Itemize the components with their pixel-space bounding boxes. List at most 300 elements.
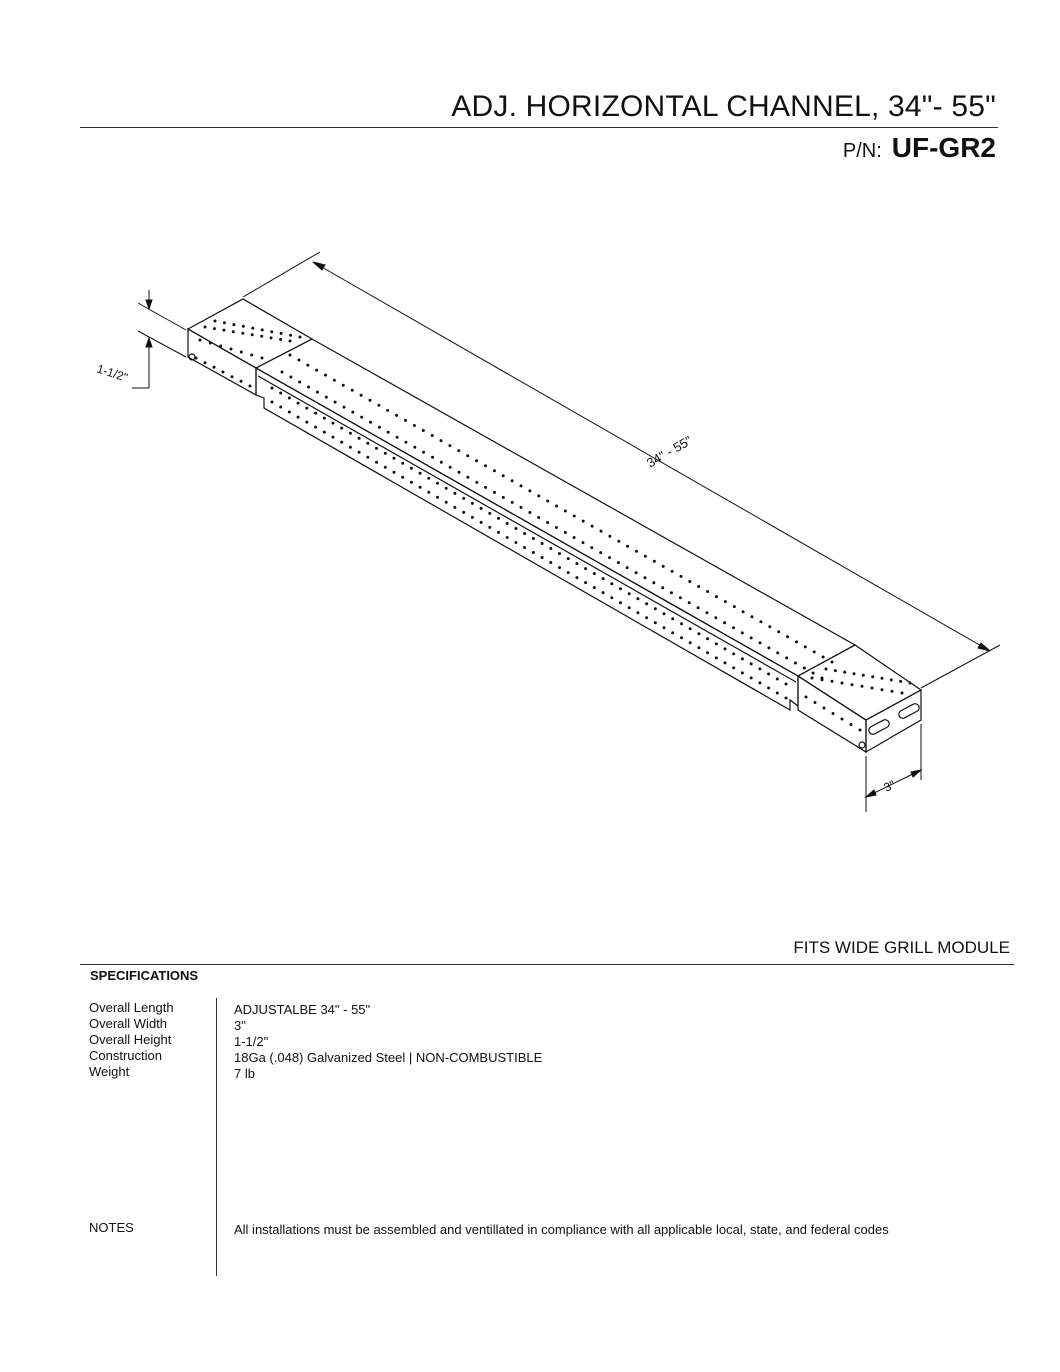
perforation-hole: [610, 582, 613, 585]
perforation-hole: [223, 321, 226, 324]
perforation-hole: [404, 419, 407, 422]
channel-outline: [188, 299, 921, 752]
perforation-hole: [343, 406, 346, 409]
perforation-hole: [661, 586, 664, 589]
perforation-hole: [777, 630, 780, 633]
perforation-hole: [706, 637, 709, 640]
perforation-hole: [599, 551, 602, 554]
perforation-hole: [785, 697, 788, 700]
perforation-hole: [366, 442, 369, 445]
perforation-hole: [334, 401, 337, 404]
perforation-hole: [575, 562, 578, 565]
perforation-hole: [502, 496, 505, 499]
perforation-hole: [471, 516, 474, 519]
spec-value-construction: 18Ga (.048) Galvanized Steel | NON-COMBUSTIBLE: [234, 1050, 543, 1065]
width-dimension: [866, 724, 921, 812]
perforation-hole: [851, 683, 854, 686]
height-dim-label: 1-1/2": [95, 361, 130, 385]
perforation-hole: [279, 338, 282, 341]
perforation-hole: [289, 376, 292, 379]
perforation-hole: [209, 342, 212, 345]
perforation-hole: [785, 656, 788, 659]
perforation-hole: [909, 682, 912, 685]
perforation-hole: [466, 454, 469, 457]
perforation-hole: [901, 692, 904, 695]
notes-value: All installations must be assembled and ventillated in compliance with all applicable local, state, and federal codes: [234, 1222, 889, 1237]
perforation-hole: [360, 394, 363, 397]
perforation-hole: [502, 474, 505, 477]
right-end-top: [798, 645, 921, 720]
perforation-hole: [436, 482, 439, 485]
perforation-hole: [850, 723, 853, 726]
perforation-hole: [724, 600, 727, 603]
perforation-hole: [821, 678, 824, 681]
perforation-hole: [636, 597, 639, 600]
perforation-hole: [340, 427, 343, 430]
perforation-hole: [549, 561, 552, 564]
perforation-hole: [786, 635, 789, 638]
perforation-hole: [805, 696, 808, 699]
perforation-hole: [537, 516, 540, 519]
perforation-hole: [484, 486, 487, 489]
perforation-hole: [351, 389, 354, 392]
perforation-hole: [195, 357, 198, 360]
perforation-hole: [366, 456, 369, 459]
perforation-hole: [528, 489, 531, 492]
perforation-hole: [305, 421, 308, 424]
perforation-hole: [714, 616, 717, 619]
perforation-hole: [484, 464, 487, 467]
perforation-hole: [871, 675, 874, 678]
perforation-hole: [431, 456, 434, 459]
perforation-hole: [582, 541, 585, 544]
perforation-hole: [741, 671, 744, 674]
perforation-hole: [358, 437, 361, 440]
left-end-top: [188, 299, 312, 368]
perforation-hole: [811, 677, 814, 680]
perforation-hole: [307, 386, 310, 389]
perforation-hole: [742, 610, 745, 613]
perforation-hole: [528, 511, 531, 514]
perforation-hole: [440, 461, 443, 464]
perforation-hole: [697, 646, 700, 649]
perforation-hole: [323, 431, 326, 434]
perforation-hole: [511, 479, 514, 482]
perforation-hole: [644, 576, 647, 579]
perforation-hole: [332, 422, 335, 425]
perforation-hole: [270, 330, 273, 333]
perforation-hole: [475, 459, 478, 462]
perforation-hole: [767, 687, 770, 690]
perforation-hole: [600, 530, 603, 533]
perforation-hole: [315, 369, 318, 372]
perforation-hole: [573, 536, 576, 539]
perforation-hole: [413, 446, 416, 449]
perforation-hole: [404, 441, 407, 444]
perforation-hole: [541, 542, 544, 545]
perforation-hole: [590, 546, 593, 549]
perforation-hole: [523, 532, 526, 535]
perforation-hole: [493, 491, 496, 494]
perforation-hole: [279, 406, 282, 409]
perforation-hole: [841, 682, 844, 685]
perforation-hole: [488, 512, 491, 515]
perforation-hole: [413, 424, 416, 427]
perforation-hole: [750, 662, 753, 665]
perforation-hole: [297, 402, 300, 405]
specifications-heading: SPECIFICATIONS: [90, 968, 199, 983]
perforation-hole: [635, 571, 638, 574]
perforation-hole: [520, 506, 523, 509]
perforation-hole: [511, 501, 514, 504]
perforation-hole: [342, 384, 345, 387]
perforation-hole: [298, 381, 301, 384]
perforation-hole: [410, 467, 413, 470]
perforation-hole: [831, 661, 834, 664]
perforation-hole: [377, 404, 380, 407]
perforation-hole: [785, 683, 788, 686]
perforation-hole: [219, 345, 222, 348]
perforation-hole: [567, 557, 570, 560]
perforation-hole: [231, 375, 234, 378]
perforation-hole: [593, 586, 596, 589]
length-dim-label: 34" - 55": [644, 432, 695, 471]
perforation-hole: [741, 631, 744, 634]
perforation-hole: [715, 656, 718, 659]
perforation-hole: [349, 432, 352, 435]
perforation-hole: [297, 416, 300, 419]
perforation-hole: [271, 387, 274, 390]
perforation-hole: [733, 605, 736, 608]
perforation-hole: [457, 449, 460, 452]
perforation-hole: [724, 661, 727, 664]
perforation-hole: [232, 323, 235, 326]
end-slot-2: [897, 702, 920, 719]
perforation-hole: [776, 692, 779, 695]
perforation-hole: [384, 452, 387, 455]
main-top: [256, 339, 855, 676]
perforation-hole: [299, 336, 302, 339]
perforation-hole: [645, 602, 648, 605]
perforation-hole: [306, 364, 309, 367]
height-dimension: [132, 290, 186, 388]
perforation-hole: [759, 641, 762, 644]
perforation-hole: [222, 329, 225, 332]
perforation-hole: [862, 674, 865, 677]
perforation-hole: [520, 484, 523, 487]
perforation-hole: [671, 631, 674, 634]
perforation-hole: [419, 472, 422, 475]
perforation-hole: [859, 729, 862, 732]
perforation-hole: [575, 576, 578, 579]
perforation-hole: [602, 577, 605, 580]
perforation-hole: [546, 500, 549, 503]
perforation-hole: [689, 641, 692, 644]
perforation-hole: [628, 592, 631, 595]
perforation-hole: [448, 444, 451, 447]
perforation-hole: [369, 399, 372, 402]
perforation-hole: [750, 636, 753, 639]
perforation-hole: [471, 502, 474, 505]
perforation-hole: [288, 411, 291, 414]
perforation-hole: [393, 457, 396, 460]
perforation-hole: [222, 371, 225, 374]
perforation-hole: [375, 447, 378, 450]
perforation-hole: [289, 340, 292, 343]
perforation-hole: [853, 672, 856, 675]
perforation-hole: [832, 712, 835, 715]
perforation-hole: [445, 501, 448, 504]
perforation-hole: [395, 414, 398, 417]
perforation-hole: [584, 567, 587, 570]
perforation-hole: [250, 354, 253, 357]
perforation-hole: [240, 380, 243, 383]
perforation-hole: [431, 434, 434, 437]
perforation-hole: [567, 571, 570, 574]
perforation-hole: [297, 359, 300, 362]
perforation-hole: [776, 678, 779, 681]
perforation-hole: [204, 361, 207, 364]
left-end-front: [188, 329, 256, 395]
perforation-hole: [697, 632, 700, 635]
perforation-hole: [776, 651, 779, 654]
perforation-hole: [488, 526, 491, 529]
perforation-hole: [475, 481, 478, 484]
perforation-hole: [689, 627, 692, 630]
perforation-hole: [635, 550, 638, 553]
spec-label-width: Overall Width: [89, 1016, 168, 1031]
perforation-hole: [768, 625, 771, 628]
perforation-hole: [422, 451, 425, 454]
perforation-hole: [861, 685, 864, 688]
perforation-hole: [316, 391, 319, 394]
spec-value-height: 1-1/2": [234, 1034, 269, 1049]
perforation-hole: [532, 551, 535, 554]
perforation-hole: [732, 652, 735, 655]
perforation-hole: [546, 521, 549, 524]
perforation-hole: [825, 668, 828, 671]
spec-value-length: ADJUSTALBE 34" - 55": [234, 1002, 371, 1017]
part-number-label: P/N:: [842, 140, 882, 162]
perforation-hole: [340, 441, 343, 444]
end-slot-1: [867, 718, 890, 735]
isometric-channel-drawing: [0, 180, 1060, 880]
perforation-hole: [358, 451, 361, 454]
perforation-hole: [619, 587, 622, 590]
perforation-hole: [823, 707, 826, 710]
perforation-hole: [240, 351, 243, 354]
perforation-holes: [195, 320, 912, 732]
perforation-hole: [378, 426, 381, 429]
perforation-hole: [822, 656, 825, 659]
perforation-hole: [871, 687, 874, 690]
perforation-hole: [688, 580, 691, 583]
perforation-hole: [899, 680, 902, 683]
perforation-hole: [419, 486, 422, 489]
perforation-hole: [831, 680, 834, 683]
perforation-hole: [270, 336, 273, 339]
perforation-hole: [349, 446, 352, 449]
perforation-hole: [759, 620, 762, 623]
perforation-hole: [608, 535, 611, 538]
perforation-hole: [230, 348, 233, 351]
perforation-hole: [261, 357, 264, 360]
perforation-hole: [644, 555, 647, 558]
perforation-hole: [663, 626, 666, 629]
perforation-hole: [555, 505, 558, 508]
perforation-hole: [654, 621, 657, 624]
perforation-hole: [558, 566, 561, 569]
perforation-hole: [610, 596, 613, 599]
perforation-hole: [422, 429, 425, 432]
perforation-hole: [497, 517, 500, 520]
title-rule: [80, 127, 998, 128]
perforation-hole: [360, 416, 363, 419]
perforation-hole: [732, 666, 735, 669]
perforation-hole: [834, 669, 837, 672]
perforation-hole: [602, 591, 605, 594]
perforation-hole: [751, 615, 754, 618]
perforation-hole: [750, 676, 753, 679]
perforation-hole: [608, 556, 611, 559]
perforation-hole: [493, 469, 496, 472]
perforation-hole: [387, 431, 390, 434]
perforation-hole: [732, 626, 735, 629]
perforation-hole: [841, 718, 844, 721]
perforation-hole: [541, 556, 544, 559]
perforation-hole: [514, 541, 517, 544]
perforation-hole: [324, 374, 327, 377]
perforation-hole: [449, 466, 452, 469]
perforation-hole: [369, 421, 372, 424]
perforation-hole: [670, 591, 673, 594]
perforation-hole: [440, 439, 443, 442]
length-dimension: [243, 252, 1000, 688]
right-bolt: [859, 742, 865, 748]
perforation-hole: [804, 645, 807, 648]
fits-note: FITS WIDE GRILL MODULE: [793, 938, 1010, 957]
perforation-hole: [384, 466, 387, 469]
perforation-hole: [462, 511, 465, 514]
perforation-hole: [794, 662, 797, 665]
drawing-title: ADJ. HORIZONTAL CHANNEL, 34"- 55": [451, 90, 996, 123]
perforation-hole: [680, 575, 683, 578]
spec-rule: [80, 964, 1014, 965]
perforation-hole: [393, 471, 396, 474]
perforation-hole: [333, 379, 336, 382]
perforation-hole: [680, 636, 683, 639]
perforation-hole: [279, 392, 282, 395]
perforation-hole: [386, 409, 389, 412]
perforation-hole: [480, 507, 483, 510]
perforation-hole: [401, 476, 404, 479]
perforation-hole: [671, 617, 674, 620]
perforation-hole: [617, 561, 620, 564]
perforation-hole: [573, 515, 576, 518]
perforation-hole: [679, 596, 682, 599]
perforation-hole: [653, 560, 656, 563]
perforation-hole: [881, 688, 884, 691]
perforation-hole: [375, 461, 378, 464]
main-front-lip: [258, 376, 796, 682]
perforation-hole: [497, 531, 500, 534]
perforation-hole: [881, 677, 884, 680]
perforation-hole: [458, 471, 461, 474]
right-end-face: [866, 690, 921, 752]
perforation-hole: [281, 371, 284, 374]
perforation-hole: [401, 462, 404, 465]
part-number: [843, 132, 996, 164]
notes-label: NOTES: [89, 1220, 134, 1235]
perforation-hole: [628, 606, 631, 609]
perforation-hole: [466, 476, 469, 479]
perforation-hole: [697, 585, 700, 588]
perforation-hole: [584, 581, 587, 584]
perforation-hole: [249, 385, 252, 388]
perforation-hole: [767, 673, 770, 676]
perforation-hole: [199, 339, 202, 342]
perforation-hole: [462, 497, 465, 500]
perforation-hole: [314, 412, 317, 415]
spec-label-construction: Construction: [89, 1048, 162, 1063]
perforation-hole: [514, 527, 517, 530]
perforation-hole: [626, 566, 629, 569]
perforation-hole: [232, 330, 235, 333]
perforation-hole: [723, 621, 726, 624]
perforation-hole: [305, 407, 308, 410]
perforation-hole: [532, 537, 535, 540]
perforation-hole: [280, 332, 283, 335]
perforation-hole: [758, 667, 761, 670]
perforation-hole: [767, 646, 770, 649]
perforation-hole: [617, 540, 620, 543]
perforation-hole: [741, 657, 744, 660]
spec-label-height: Overall Height: [89, 1032, 172, 1047]
perforation-hole: [261, 328, 264, 331]
perforation-hole: [619, 601, 622, 604]
perforation-hole: [260, 335, 263, 338]
perforation-hole: [289, 354, 292, 357]
perforation-hole: [636, 611, 639, 614]
perforation-hole: [891, 690, 894, 693]
perforation-hole: [325, 396, 328, 399]
perforation-hole: [214, 320, 217, 323]
perforation-hole: [436, 496, 439, 499]
perforation-hole: [795, 640, 798, 643]
spec-value-weight: 7 lb: [234, 1066, 255, 1081]
spec-label-length: Overall Length: [89, 1000, 174, 1015]
perforation-hole: [758, 681, 761, 684]
perforation-hole: [654, 607, 657, 610]
perforation-hole: [706, 590, 709, 593]
perforation-hole: [453, 506, 456, 509]
perforation-hole: [582, 520, 585, 523]
perforation-hole: [652, 581, 655, 584]
perforation-hole: [241, 332, 244, 335]
perforation-hole: [724, 647, 727, 650]
perforation-hole: [706, 651, 709, 654]
perforation-hole: [506, 536, 509, 539]
perforation-hole: [715, 595, 718, 598]
perforation-hole: [332, 436, 335, 439]
perforation-hole: [251, 327, 254, 330]
perforation-hole: [323, 417, 326, 420]
perforation-hole: [480, 521, 483, 524]
perforation-hole: [351, 411, 354, 414]
width-dim-label: 3": [881, 777, 898, 795]
perforation-hole: [814, 701, 817, 704]
perforation-hole: [593, 572, 596, 575]
